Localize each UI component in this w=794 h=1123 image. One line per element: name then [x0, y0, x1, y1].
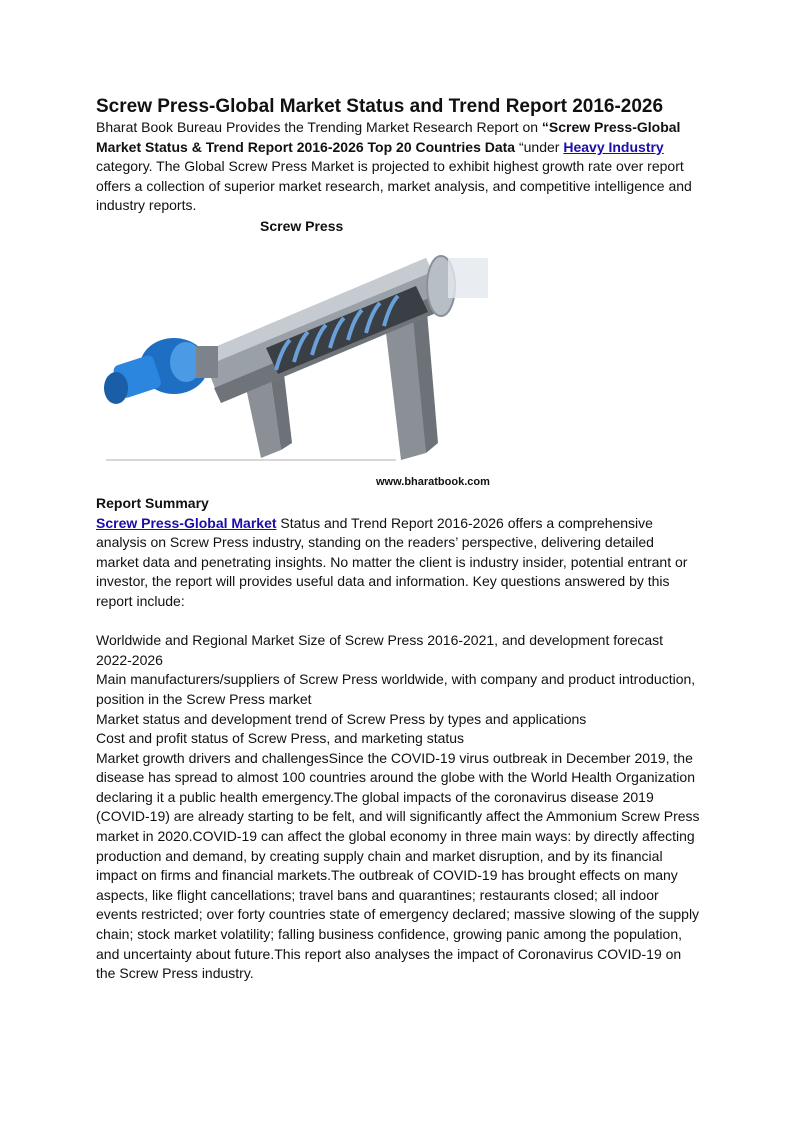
document-page — [96, 96, 700, 984]
summary-text: Status and Trend Report 2016-2026 offers a comprehensive analysis on Screw Press industry, standing on the readers’ perspective, delivering detailed market data and penetrating insights. No matter the client is industry insider, potential entrant or investor, the report will provides useful data and information. Key questions answered by this report include: — [96, 514, 688, 609]
intro-paragraph — [96, 118, 700, 216]
report-name: Screw Press-Global Market Status & Trend Report 2016-2026 Top 20 Countries Data — [96, 119, 681, 155]
spacer — [96, 612, 700, 632]
intro-text-3: category. The Global Screw Press Market is projected to exhibit highest growth rate over report offers a collection of superior market research, market analysis, and competitive intelligence and industry reports. — [96, 158, 692, 214]
figure-credit: www.bharatbook.com — [376, 475, 490, 488]
point-item: Cost and profit status of Screw Press, and marketing status — [96, 730, 465, 747]
figure-caption: Screw Press — [260, 217, 344, 234]
product-figure — [96, 218, 700, 494]
point-item: Market growth drivers and challengesSince the COVID-19 virus outbreak in December 2019, the disease has spread to almost 100 countries around the globe with the World Health Organization declaring it a public health emergency.The global impacts of the coronavirus disease 2019 (COVID-19) are already starting to be felt, and will significantly affect the Ammonium Screw Press market in 2020.COVID-19 can affect the global economy in three main ways: by directly affecting production and demand, by creating supply chain and market disruption, and by its financial impact on firms and financial markets.The outbreak of COVID-19 has brought effects on many aspects, like flight cancellations; travel bans and quarantines; restaurants closed; all indoor events restricted; over forty countries state of emergency declared; massive slowing of the supply chain; stock market volatility; falling business confidence, growing panic among the population, and uncertainty about future.This report also analyses the impact of Coronavirus COVID-19 on the Screw Press industry. — [96, 749, 700, 982]
screw-press-image — [96, 238, 500, 474]
point-item: Market status and development trend of Screw Press by types and applications — [96, 710, 587, 727]
summary-paragraph — [96, 514, 700, 612]
point-item: Main manufacturers/suppliers of Screw Press worldwide, with company and product introduction, position in the Screw Press market — [96, 671, 696, 707]
report-summary-heading: Report Summary — [96, 494, 209, 511]
intro-text-2: “under — [515, 138, 564, 155]
intro-text-1: Bharat Book Bureau Provides the Trending Market Research Report on — [96, 119, 542, 135]
quote-open: “ — [541, 119, 549, 135]
page-title: Screw Press-Global Market Status and Trend Report 2016-2026 — [96, 96, 664, 117]
heavy-industry-link[interactable]: Heavy Industry — [563, 138, 664, 155]
point-item: Worldwide and Regional Market Size of Screw Press 2016-2021, and development forecast 2022-2026 — [96, 632, 664, 668]
screw-press-global-market-link[interactable]: Screw Press-Global Market — [96, 514, 277, 531]
